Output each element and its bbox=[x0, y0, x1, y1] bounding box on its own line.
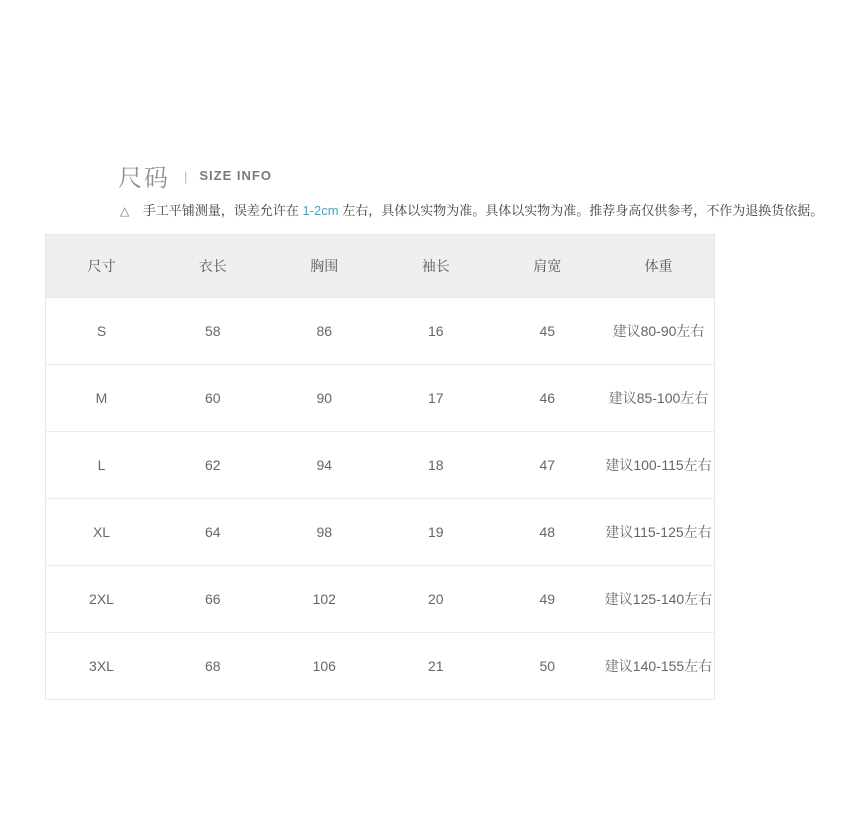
note-text-before: 手工平铺测量，误差允许在 bbox=[142, 203, 299, 218]
size-table-header-row bbox=[46, 235, 715, 298]
table-row bbox=[46, 499, 715, 566]
size-table-cell: 19 bbox=[380, 499, 492, 566]
size-table-cell: 90 bbox=[269, 365, 381, 432]
size-table-cell: 17 bbox=[380, 365, 492, 432]
section-title bbox=[118, 158, 272, 193]
size-table-cell: 58 bbox=[157, 298, 269, 365]
size-table-cell: 102 bbox=[269, 566, 381, 633]
size-table-cell: 18 bbox=[380, 432, 492, 499]
section-title-chinese: 尺码 bbox=[118, 165, 170, 192]
size-table-cell: 47 bbox=[492, 432, 604, 499]
title-separator: | bbox=[184, 169, 188, 184]
size-table-cell: S bbox=[46, 298, 158, 365]
size-table-header-cell: 胸围 bbox=[269, 235, 381, 298]
size-table-cell: 16 bbox=[380, 298, 492, 365]
size-table-cell: 建议125-140左右 bbox=[603, 566, 715, 633]
size-table-cell: 20 bbox=[380, 566, 492, 633]
size-table-cell: M bbox=[46, 365, 158, 432]
size-table-cell: 50 bbox=[492, 633, 604, 700]
size-table-cell: 建议140-155左右 bbox=[603, 633, 715, 700]
size-table-cell: 60 bbox=[157, 365, 269, 432]
size-table-cell: 49 bbox=[492, 566, 604, 633]
table-row bbox=[46, 633, 715, 700]
size-table-cell: 98 bbox=[269, 499, 381, 566]
section-title-english: SIZE INFO bbox=[199, 168, 272, 183]
size-table-header-cell: 袖长 bbox=[380, 235, 492, 298]
note-text-after: 左右，具体以实物为准。具体以实物为准。推荐身高仅供参考，不作为退换货依据。 bbox=[342, 203, 824, 218]
size-table-body bbox=[46, 298, 715, 700]
size-table bbox=[45, 234, 715, 700]
note-highlight: 1-2cm bbox=[302, 203, 339, 218]
size-table-cell: 68 bbox=[157, 633, 269, 700]
size-table-cell: 2XL bbox=[46, 566, 158, 633]
table-row bbox=[46, 365, 715, 432]
size-table-cell: 建议115-125左右 bbox=[603, 499, 715, 566]
size-table-cell: 建议100-115左右 bbox=[603, 432, 715, 499]
table-row bbox=[46, 298, 715, 365]
size-table-cell: 21 bbox=[380, 633, 492, 700]
size-table-cell: 建议85-100左右 bbox=[603, 365, 715, 432]
size-table-cell: 64 bbox=[157, 499, 269, 566]
size-table-header-cell: 尺寸 bbox=[46, 235, 158, 298]
size-table-header-cell: 体重 bbox=[603, 235, 715, 298]
size-table-cell: 106 bbox=[269, 633, 381, 700]
size-table-cell: 46 bbox=[492, 365, 604, 432]
size-table-cell: 3XL bbox=[46, 633, 158, 700]
size-table-cell: 86 bbox=[269, 298, 381, 365]
size-table-cell: L bbox=[46, 432, 158, 499]
size-table-cell: 45 bbox=[492, 298, 604, 365]
table-row bbox=[46, 432, 715, 499]
table-row bbox=[46, 566, 715, 633]
size-table-header-cell: 衣长 bbox=[157, 235, 269, 298]
measurement-note bbox=[120, 202, 830, 220]
size-table-header-cell: 肩宽 bbox=[492, 235, 604, 298]
size-table-cell: 94 bbox=[269, 432, 381, 499]
size-table-cell: 66 bbox=[157, 566, 269, 633]
size-table-cell: 62 bbox=[157, 432, 269, 499]
size-table-head bbox=[46, 235, 715, 298]
triangle-icon: △ bbox=[120, 204, 130, 218]
size-table-cell: XL bbox=[46, 499, 158, 566]
size-table-cell: 48 bbox=[492, 499, 604, 566]
size-table-cell: 建议80-90左右 bbox=[603, 298, 715, 365]
